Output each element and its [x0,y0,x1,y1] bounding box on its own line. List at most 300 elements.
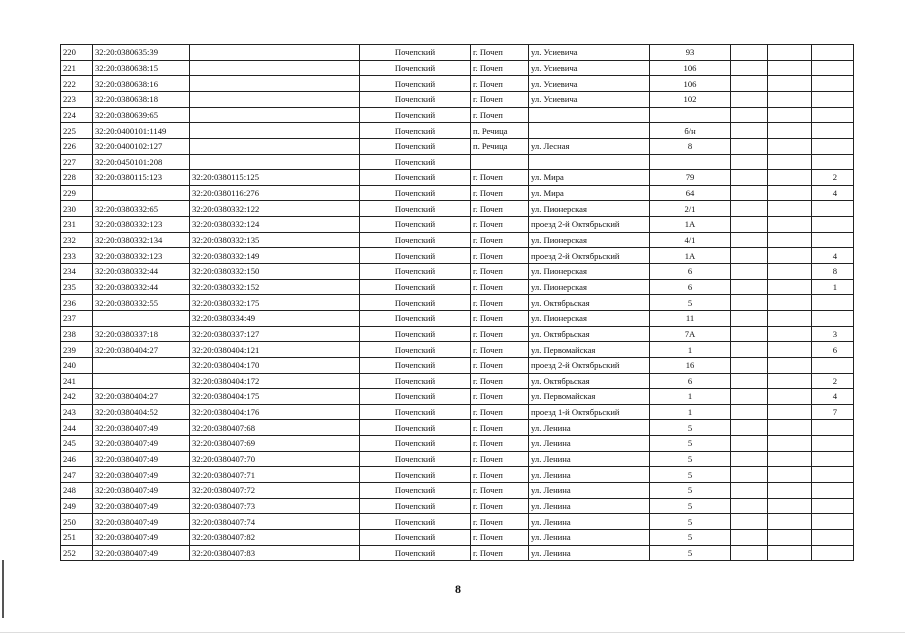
cell-extra-col-1 [731,529,768,545]
cell-district: Почепский [360,342,471,358]
cell-extra-col-1 [731,389,768,405]
cell-street: ул. Ленина [529,436,650,452]
cell-house-number: 2/1 [650,201,731,217]
cell-district: Почепский [360,436,471,452]
cell-settlement: г. Почеп [471,248,529,264]
cell-house-number: 5 [650,295,731,311]
cell-street: ул. Октябрьская [529,326,650,342]
table-body [61,45,854,561]
cell-row-number: 222 [61,76,93,92]
table-row [61,467,854,483]
cell-settlement: г. Почеп [471,201,529,217]
cell-street: ул. Усиевича [529,76,650,92]
cell-street: проезд 2-й Октябрьский [529,217,650,233]
cell-street: ул. Пионерская [529,201,650,217]
cell-settlement: г. Почеп [471,217,529,233]
cell-cadastral-number-object: 32:20:0380407:82 [190,529,360,545]
cell-street: ул. Усиевича [529,91,650,107]
cell-extra-col-2 [768,279,812,295]
cell-row-number: 220 [61,45,93,61]
cell-house-number: б/н [650,123,731,139]
cell-settlement: г. Почеп [471,389,529,405]
cell-house-number: 1А [650,217,731,233]
cell-row-number: 238 [61,326,93,342]
cell-cadastral-number-object: 32:20:0380404:175 [190,389,360,405]
table-row [61,310,854,326]
cell-cadastral-number-parcel: 32:20:0380407:49 [93,545,190,561]
cell-district: Почепский [360,451,471,467]
table-row [61,45,854,61]
cell-extra-col-1 [731,263,768,279]
table-row [61,373,854,389]
cell-extra-col-3 [812,123,854,139]
cell-cadastral-number-object: 32:20:0380332:152 [190,279,360,295]
cell-district: Почепский [360,529,471,545]
cell-settlement: г. Почеп [471,91,529,107]
page-number: 8 [455,582,461,596]
cell-street: ул. Пионерская [529,279,650,295]
table-row [61,107,854,123]
cell-row-number: 235 [61,279,93,295]
cell-extra-col-2 [768,310,812,326]
cell-house-number [650,107,731,123]
cell-district: Почепский [360,248,471,264]
cell-extra-col-3 [812,451,854,467]
cell-street: проезд 2-й Октябрьский [529,357,650,373]
cell-extra-col-2 [768,45,812,61]
cell-house-number: 5 [650,467,731,483]
cell-extra-col-1 [731,154,768,170]
cell-row-number: 224 [61,107,93,123]
cell-extra-col-1 [731,60,768,76]
cell-cadastral-number-parcel: 32:20:0380635:39 [93,45,190,61]
cell-district: Почепский [360,545,471,561]
cell-row-number: 250 [61,514,93,530]
cell-cadastral-number-object [190,91,360,107]
cell-district: Почепский [360,420,471,436]
cell-street: ул. Ленина [529,420,650,436]
cell-house-number: 102 [650,91,731,107]
cell-extra-col-2 [768,170,812,186]
cell-extra-col-1 [731,91,768,107]
cell-extra-col-3 [812,498,854,514]
cell-settlement [471,154,529,170]
cell-cadastral-number-parcel: 32:20:0380638:16 [93,76,190,92]
cell-cadastral-number-object: 32:20:0380407:83 [190,545,360,561]
cell-cadastral-number-object: 32:20:0380116:276 [190,185,360,201]
cell-cadastral-number-parcel: 32:20:0380332:123 [93,217,190,233]
cell-extra-col-1 [731,373,768,389]
cell-street: ул. Октябрьская [529,373,650,389]
cell-settlement: г. Почеп [471,76,529,92]
cell-extra-col-2 [768,357,812,373]
cell-extra-col-2 [768,232,812,248]
cell-house-number: 1 [650,404,731,420]
cell-row-number: 228 [61,170,93,186]
cell-district: Почепский [360,185,471,201]
cell-extra-col-2 [768,545,812,561]
cell-extra-col-3: 7 [812,404,854,420]
cell-row-number: 233 [61,248,93,264]
cell-row-number: 245 [61,436,93,452]
cell-cadastral-number-object: 32:20:0380407:69 [190,436,360,452]
cell-district: Почепский [360,123,471,139]
cell-settlement: г. Почеп [471,373,529,389]
cell-extra-col-1 [731,170,768,186]
cell-cadastral-number-parcel [93,185,190,201]
cell-district: Почепский [360,232,471,248]
cell-cadastral-number-object: 32:20:0380332:124 [190,217,360,233]
cell-settlement: г. Почеп [471,232,529,248]
cell-row-number: 239 [61,342,93,358]
table-row [61,279,854,295]
cell-settlement: г. Почеп [471,263,529,279]
cell-district: Почепский [360,279,471,295]
table-row [61,529,854,545]
cell-cadastral-number-object: 32:20:0380334:49 [190,310,360,326]
cell-district: Почепский [360,467,471,483]
cell-street [529,154,650,170]
cell-street: ул. Ленина [529,514,650,530]
cell-settlement: г. Почеп [471,467,529,483]
table-row [61,404,854,420]
cell-row-number: 225 [61,123,93,139]
cell-extra-col-3 [812,467,854,483]
cell-extra-col-3 [812,310,854,326]
cell-settlement: г. Почеп [471,60,529,76]
cell-row-number: 229 [61,185,93,201]
cell-settlement: г. Почеп [471,545,529,561]
cell-extra-col-1 [731,76,768,92]
cell-settlement: г. Почеп [471,185,529,201]
cell-extra-col-3 [812,201,854,217]
table-row [61,217,854,233]
cell-extra-col-3: 4 [812,248,854,264]
cell-cadastral-number-parcel [93,310,190,326]
table-row [61,170,854,186]
cell-district: Почепский [360,295,471,311]
cell-extra-col-2 [768,263,812,279]
cell-cadastral-number-parcel: 32:20:0400102:127 [93,138,190,154]
cell-cadastral-number-parcel: 32:20:0380404:27 [93,342,190,358]
cell-settlement: г. Почеп [471,436,529,452]
cell-cadastral-number-parcel: 32:20:0380332:55 [93,295,190,311]
cell-district: Почепский [360,498,471,514]
cell-street: ул. Октябрьская [529,295,650,311]
cell-cadastral-number-parcel: 32:20:0380115:123 [93,170,190,186]
cell-district: Почепский [360,107,471,123]
cell-district: Почепский [360,201,471,217]
cell-house-number: 106 [650,76,731,92]
cell-extra-col-1 [731,279,768,295]
table-row [61,232,854,248]
table-row [61,389,854,405]
cell-house-number: 5 [650,529,731,545]
cell-street: проезд 2-й Октябрьский [529,248,650,264]
cell-cadastral-number-parcel: 32:20:0380407:49 [93,498,190,514]
cell-extra-col-1 [731,498,768,514]
table-row [61,154,854,170]
cell-extra-col-2 [768,467,812,483]
cell-house-number: 1А [650,248,731,264]
cell-settlement: г. Почеп [471,279,529,295]
cell-district: Почепский [360,389,471,405]
cell-row-number: 249 [61,498,93,514]
cell-extra-col-2 [768,404,812,420]
cell-settlement: г. Почеп [471,107,529,123]
cell-extra-col-2 [768,201,812,217]
cell-cadastral-number-object: 32:20:0380407:74 [190,514,360,530]
cell-row-number: 232 [61,232,93,248]
cell-street: ул. Ленина [529,451,650,467]
cell-extra-col-3: 2 [812,170,854,186]
cell-cadastral-number-parcel: 32:20:0400101:1149 [93,123,190,139]
cell-row-number: 241 [61,373,93,389]
cell-extra-col-1 [731,545,768,561]
cell-extra-col-3 [812,217,854,233]
cell-extra-col-1 [731,45,768,61]
cell-house-number: 4/1 [650,232,731,248]
cell-extra-col-2 [768,482,812,498]
cell-extra-col-2 [768,217,812,233]
cell-settlement: г. Почеп [471,342,529,358]
table-row [61,295,854,311]
cell-house-number: 5 [650,545,731,561]
cell-cadastral-number-parcel: 32:20:0380332:134 [93,232,190,248]
cell-row-number: 230 [61,201,93,217]
cell-district: Почепский [360,326,471,342]
cell-row-number: 240 [61,357,93,373]
cell-street: ул. Первомайская [529,389,650,405]
cell-street [529,123,650,139]
cell-cadastral-number-parcel [93,373,190,389]
table-row [61,248,854,264]
cell-cadastral-number-object: 32:20:0380407:72 [190,482,360,498]
cell-extra-col-2 [768,138,812,154]
cell-extra-col-1 [731,342,768,358]
cell-extra-col-3: 4 [812,389,854,405]
cell-row-number: 243 [61,404,93,420]
cell-extra-col-3 [812,529,854,545]
cell-settlement: г. Почеп [471,514,529,530]
cell-cadastral-number-parcel: 32:20:0380407:49 [93,529,190,545]
cell-house-number: 5 [650,451,731,467]
cell-extra-col-3: 8 [812,263,854,279]
cell-extra-col-3 [812,436,854,452]
cell-street: ул. Пионерская [529,310,650,326]
cell-street: ул. Пионерская [529,263,650,279]
table-row [61,123,854,139]
table-row [61,342,854,358]
cell-row-number: 231 [61,217,93,233]
cell-extra-col-1 [731,357,768,373]
cell-extra-col-2 [768,389,812,405]
cell-house-number: 5 [650,514,731,530]
cell-settlement: г. Почеп [471,326,529,342]
cell-extra-col-1 [731,295,768,311]
cell-cadastral-number-parcel: 32:20:0380407:49 [93,451,190,467]
table-row [61,263,854,279]
cell-street: ул. Пионерская [529,232,650,248]
cell-extra-col-1 [731,436,768,452]
cell-cadastral-number-object: 32:20:0380404:170 [190,357,360,373]
cell-cadastral-number-object [190,107,360,123]
cell-extra-col-1 [731,248,768,264]
cell-house-number: 6 [650,279,731,295]
cell-district: Почепский [360,170,471,186]
table-row [61,420,854,436]
cell-row-number: 251 [61,529,93,545]
cell-district: Почепский [360,310,471,326]
cell-extra-col-2 [768,91,812,107]
cell-settlement: г. Почеп [471,357,529,373]
cell-cadastral-number-object: 32:20:0380337:127 [190,326,360,342]
cell-cadastral-number-object [190,60,360,76]
cell-cadastral-number-parcel: 32:20:0380404:52 [93,404,190,420]
cell-district: Почепский [360,138,471,154]
table-row [61,482,854,498]
cell-house-number: 93 [650,45,731,61]
cell-cadastral-number-object: 32:20:0380404:172 [190,373,360,389]
cell-extra-col-1 [731,185,768,201]
property-table [60,44,854,561]
cell-extra-col-3 [812,514,854,530]
cell-extra-col-3 [812,91,854,107]
cell-cadastral-number-object: 32:20:0380332:149 [190,248,360,264]
cell-district: Почепский [360,76,471,92]
cell-row-number: 246 [61,451,93,467]
cell-extra-col-1 [731,467,768,483]
cell-street: ул. Первомайская [529,342,650,358]
table-row [61,138,854,154]
cell-extra-col-1 [731,217,768,233]
scan-artifact-line [0,632,905,633]
cell-cadastral-number-parcel: 32:20:0380332:65 [93,201,190,217]
cell-house-number: 1 [650,342,731,358]
cell-cadastral-number-object [190,154,360,170]
cell-extra-col-3 [812,107,854,123]
cell-house-number: 8 [650,138,731,154]
cell-district: Почепский [360,357,471,373]
cell-settlement: г. Почеп [471,482,529,498]
cell-house-number: 64 [650,185,731,201]
cell-cadastral-number-object: 32:20:0380332:135 [190,232,360,248]
cell-extra-col-1 [731,107,768,123]
cell-extra-col-1 [731,123,768,139]
cell-settlement: г. Почеп [471,170,529,186]
cell-district: Почепский [360,263,471,279]
cell-extra-col-1 [731,310,768,326]
cell-extra-col-3 [812,357,854,373]
cell-street: ул. Мира [529,170,650,186]
cell-extra-col-2 [768,123,812,139]
cell-row-number: 244 [61,420,93,436]
cell-street: ул. Ленина [529,545,650,561]
cell-street: ул. Усиевича [529,60,650,76]
cell-row-number: 247 [61,467,93,483]
table-row [61,60,854,76]
cell-row-number: 223 [61,91,93,107]
cell-cadastral-number-parcel: 32:20:0380332:123 [93,248,190,264]
cell-extra-col-2 [768,373,812,389]
cell-district: Почепский [360,91,471,107]
cell-district: Почепский [360,482,471,498]
cell-cadastral-number-parcel: 32:20:0380638:18 [93,91,190,107]
cell-cadastral-number-object: 32:20:0380404:121 [190,342,360,358]
cell-cadastral-number-object: 32:20:0380407:73 [190,498,360,514]
cell-extra-col-3 [812,154,854,170]
cell-settlement: п. Речица [471,138,529,154]
table-row [61,545,854,561]
table-row [61,326,854,342]
cell-extra-col-1 [731,514,768,530]
cell-house-number: 5 [650,498,731,514]
cell-extra-col-1 [731,201,768,217]
table-row [61,91,854,107]
cell-extra-col-1 [731,420,768,436]
cell-extra-col-2 [768,420,812,436]
cell-street [529,107,650,123]
cell-cadastral-number-parcel: 32:20:0380407:49 [93,514,190,530]
cell-cadastral-number-parcel: 32:20:0380404:27 [93,389,190,405]
cell-house-number: 16 [650,357,731,373]
cell-cadastral-number-object [190,45,360,61]
cell-extra-col-2 [768,185,812,201]
cell-extra-col-3 [812,138,854,154]
cell-extra-col-1 [731,138,768,154]
cell-extra-col-2 [768,76,812,92]
cell-extra-col-2 [768,529,812,545]
cell-settlement: г. Почеп [471,295,529,311]
cell-extra-col-3: 3 [812,326,854,342]
cell-cadastral-number-parcel: 32:20:0380407:49 [93,482,190,498]
cell-row-number: 226 [61,138,93,154]
cell-extra-col-3 [812,45,854,61]
table-row [61,185,854,201]
cell-house-number: 5 [650,436,731,452]
cell-district: Почепский [360,514,471,530]
cell-cadastral-number-parcel: 32:20:0380638:15 [93,60,190,76]
cell-cadastral-number-object: 32:20:0380332:175 [190,295,360,311]
cell-settlement: г. Почеп [471,404,529,420]
cell-extra-col-2 [768,436,812,452]
cell-house-number: 7А [650,326,731,342]
cell-extra-col-2 [768,248,812,264]
cell-house-number [650,154,731,170]
cell-house-number: 5 [650,482,731,498]
cell-street: ул. Ленина [529,467,650,483]
cell-street: ул. Мира [529,185,650,201]
cell-extra-col-3 [812,545,854,561]
cell-settlement: г. Почеп [471,529,529,545]
cell-row-number: 236 [61,295,93,311]
cell-extra-col-3 [812,420,854,436]
cell-extra-col-2 [768,498,812,514]
cell-extra-col-2 [768,154,812,170]
cell-extra-col-1 [731,451,768,467]
cell-cadastral-number-parcel: 32:20:0380337:18 [93,326,190,342]
cell-cadastral-number-parcel: 32:20:0450101:208 [93,154,190,170]
cell-cadastral-number-object: 32:20:0380332:150 [190,263,360,279]
cell-house-number: 11 [650,310,731,326]
cell-extra-col-1 [731,232,768,248]
cell-extra-col-2 [768,326,812,342]
cell-extra-col-2 [768,295,812,311]
cell-row-number: 237 [61,310,93,326]
cell-extra-col-1 [731,326,768,342]
cell-street: ул. Ленина [529,529,650,545]
cell-cadastral-number-parcel: 32:20:0380407:49 [93,467,190,483]
